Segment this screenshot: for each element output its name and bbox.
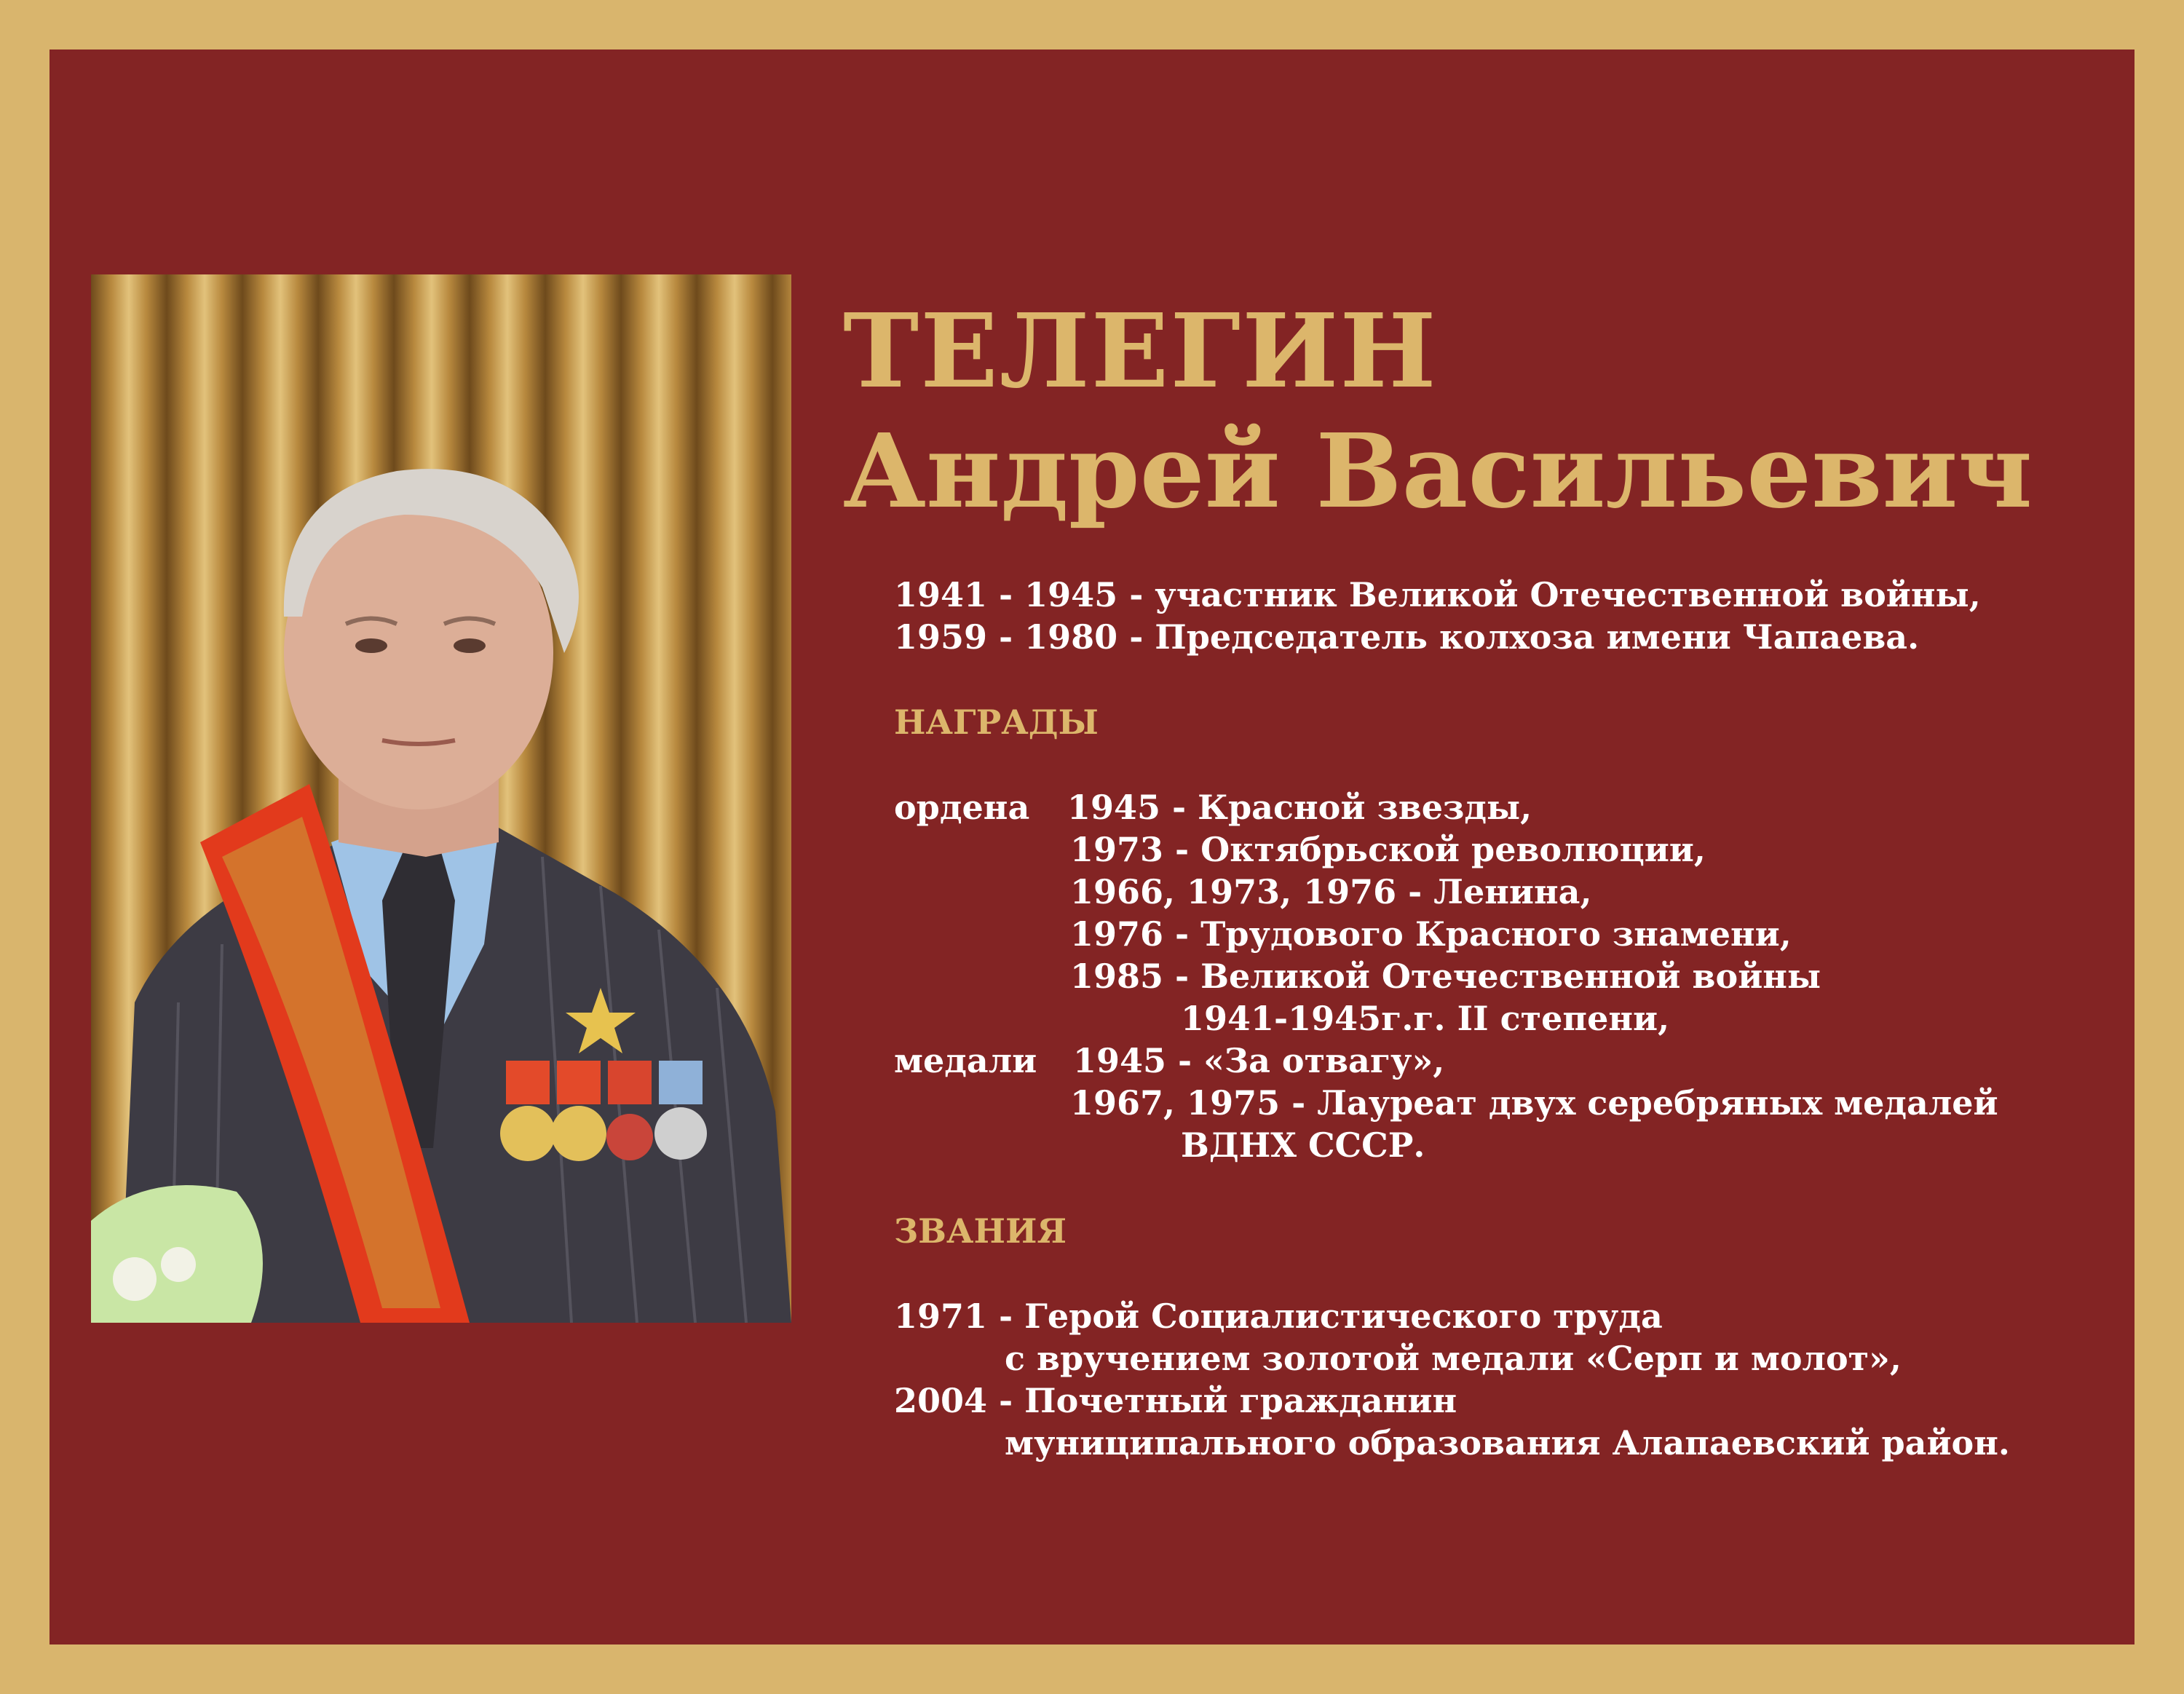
title-item-continuation: с вручением золотой медали «Серп и молот», [1005, 1339, 1902, 1378]
order-item: 1973 - Октябрьской революции, [1070, 830, 1706, 869]
awards-heading: НАГРАДЫ [894, 702, 1099, 742]
medal-item: 1945 - «За отвагу», [1073, 1041, 1445, 1080]
bio-line: 1941 - 1945 - участник Великой Отечественной войны, [894, 575, 1981, 614]
title-item: 2004 - Почетный гражданин [894, 1381, 1457, 1420]
medals-label: медали [894, 1041, 1037, 1080]
title-item-continuation: муниципального образования Алапаевский район. [1005, 1423, 2010, 1463]
bio-line: 1959 - 1980 - Председатель колхоза имени Чапаева. [894, 617, 1920, 657]
portrait-photo [91, 274, 791, 1323]
person-surname: ТЕЛЕГИН [843, 292, 1438, 411]
medal-item: 1967, 1975 - Лауреат двух серебряных медалей [1070, 1083, 1998, 1123]
order-item-continuation: 1941-1945г.г. II степени, [1181, 999, 1670, 1038]
medal-item-continuation: ВДНХ СССР. [1181, 1125, 1425, 1165]
order-item: 1966, 1973, 1976 - Ленина, [1070, 872, 1592, 911]
person-name: Андрей Васильевич [843, 412, 2033, 531]
order-item: 1985 - Великой Отечественной войны [1070, 957, 1821, 996]
title-item: 1971 - Герой Социалистического труда [894, 1297, 1663, 1336]
titles-heading: ЗВАНИЯ [894, 1211, 1067, 1251]
order-item: 1976 - Трудового Красного знамени, [1070, 914, 1792, 954]
orders-label: ордена [894, 788, 1030, 827]
portrait-illustration [91, 274, 791, 1323]
order-item: 1945 - Красной звезды, [1067, 788, 1532, 827]
